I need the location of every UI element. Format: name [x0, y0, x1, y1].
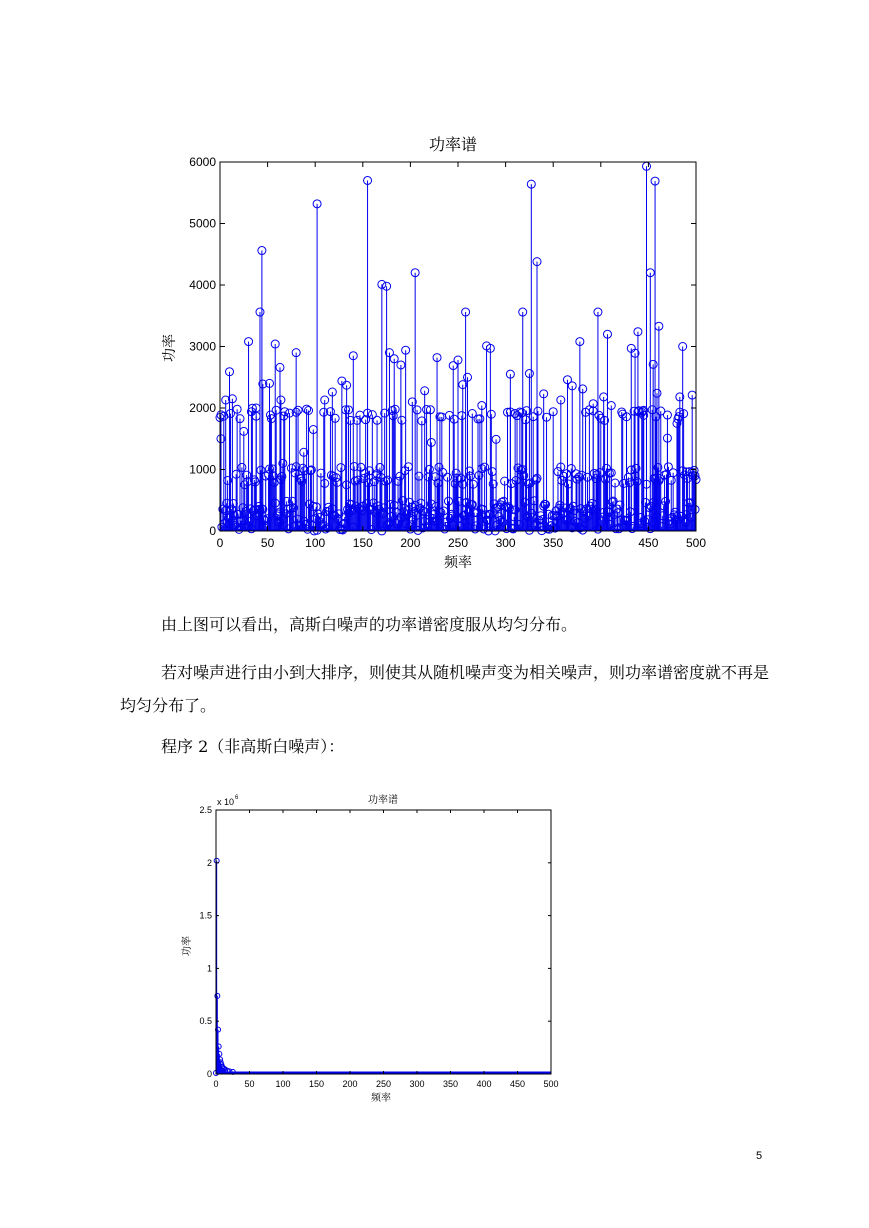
chart1-stem-10 — [258, 247, 266, 531]
power-spectrum-chart-2 — [170, 788, 570, 1118]
chart2-xtick-label: 100 — [275, 1079, 291, 1089]
chart2-ytick-label: 2 — [206, 857, 212, 868]
chart2-y-label: 功率 — [182, 936, 193, 956]
chart2-ytick-label: 0.5 — [199, 1016, 212, 1027]
chart2-xtick-label: 50 — [244, 1079, 255, 1089]
chart2-ytick-label: 2.5 — [199, 805, 212, 815]
chart1-ytick-label: 5000 — [189, 216, 216, 231]
chart2-axes-box — [216, 810, 551, 1074]
chart1-xtick-label: 0 — [216, 536, 224, 550]
chart2-xtick-label: 350 — [442, 1079, 459, 1089]
chart1-ytick-label: 6000 — [189, 155, 216, 169]
chart1-stem-33 — [390, 355, 398, 531]
chart2-ytick-label: 1.5 — [199, 910, 212, 921]
chart1-ytick-label: 0 — [209, 524, 216, 538]
power-spectrum-chart-1 — [160, 128, 720, 578]
chart2-xtick-label: 250 — [375, 1079, 392, 1089]
chart1-xtick-label: 500 — [685, 536, 707, 550]
chart1-stem-21 — [313, 200, 321, 531]
page-number: 5 — [756, 1150, 763, 1162]
chart1-ytick-label: 3000 — [189, 339, 216, 354]
paragraph-1: 由上图可以看出，高斯白噪声的功率谱密度服从均匀分布。 — [161, 615, 578, 634]
chart2-y-multiplier: x 10 — [217, 797, 235, 807]
chart2-ytick-label: 0 — [206, 1069, 212, 1079]
chart2-xtick-label: 400 — [476, 1079, 492, 1089]
chart1-stem-24 — [338, 377, 346, 531]
chart2-xtick-label: 450 — [509, 1079, 526, 1089]
chart1-xtick-label: 150 — [352, 536, 373, 550]
chart2-xtick-label: 300 — [409, 1079, 425, 1089]
paragraph-3: 程序 2（非高斯白噪声）： — [161, 737, 345, 756]
chart1-ytick-label: 2000 — [189, 401, 216, 415]
chart2-title: 功率谱 — [368, 795, 398, 806]
chart2-ytick-label: 1 — [206, 963, 212, 974]
chart2-xtick-label: 150 — [308, 1079, 325, 1089]
chart1-stem-55 — [527, 180, 535, 531]
chart1-xtick-label: 350 — [543, 536, 564, 550]
chart1-y-label: 功率 — [161, 334, 177, 362]
chart1-xtick-label: 250 — [447, 536, 469, 550]
chart2-y-multiplier-exponent: 6 — [235, 795, 239, 801]
chart1-xtick-label: 50 — [260, 536, 275, 550]
chart2-xtick-label: 500 — [543, 1079, 559, 1089]
chart1-ytick-label: 1000 — [189, 462, 216, 477]
chart1-xtick-label: 300 — [495, 536, 516, 550]
chart2-x-label: 频率 — [371, 1093, 391, 1104]
chart1-xtick-label: 450 — [638, 536, 659, 550]
chart1-x-label: 频率 — [444, 554, 472, 570]
chart2-xtick-label: 0 — [213, 1079, 219, 1089]
chart2-xtick-label: 200 — [342, 1079, 358, 1089]
chart1-xtick-label: 200 — [400, 536, 421, 550]
chart1-title: 功率谱 — [428, 137, 478, 154]
chart1-stem-48 — [483, 342, 491, 531]
chart1-xtick-label: 400 — [590, 536, 611, 550]
chart1-ytick-label: 4000 — [189, 278, 216, 292]
chart1-xtick-label: 100 — [305, 536, 326, 550]
paragraph-2: 若对噪声进行由小到大排序，则使其从随机噪声变为相关噪声，则功率谱密度就不再是均匀分布了。 — [120, 663, 770, 715]
